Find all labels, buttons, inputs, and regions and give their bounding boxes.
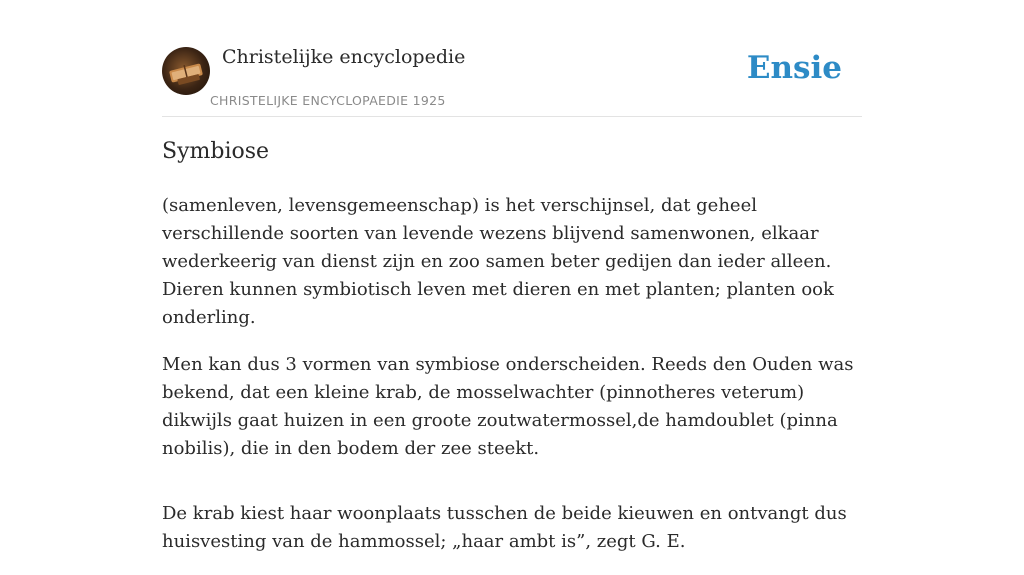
brand-logo[interactable]: Ensie (746, 50, 842, 86)
source-title[interactable]: Christelijke encyclopedie (222, 46, 466, 68)
article-paragraph: (samenleven, levensgemeenschap) is het verschijnsel, dat geheel verschillende soorten van levende wezens blijvend samenwonen, elkaar wederkeerig van dienst zijn en zoo samen beter gedijen dan ieder alleen. Dieren kunnen symbiotisch leven met dieren en met planten; planten ook onderling. (162, 195, 834, 328)
article-body (162, 192, 867, 575)
source-avatar[interactable] (162, 47, 210, 95)
article-title: Symbiose (162, 139, 270, 164)
source-subtitle: CHRISTELIJKE ENCYCLOPAEDIE 1925 (210, 93, 446, 108)
site-header (162, 46, 862, 117)
article-paragraph: De krab kiest haar woonplaats tusschen de beide kieuwen en ontvangt dus huisvesting van de hammossel; „haar ambt is”, zegt G. E. (162, 503, 847, 552)
article-paragraph: Men kan dus 3 vormen van symbiose onderscheiden. Reeds den Ouden was bekend, dat een kleine krab, de mosselwachter (pinnotheres veterum) dikwijls gaat huizen in een groote zoutwatermossel,de hamdoublet (pinna nobilis), die in den bodem der zee steekt. (162, 354, 854, 459)
book-photo-icon (162, 47, 210, 95)
